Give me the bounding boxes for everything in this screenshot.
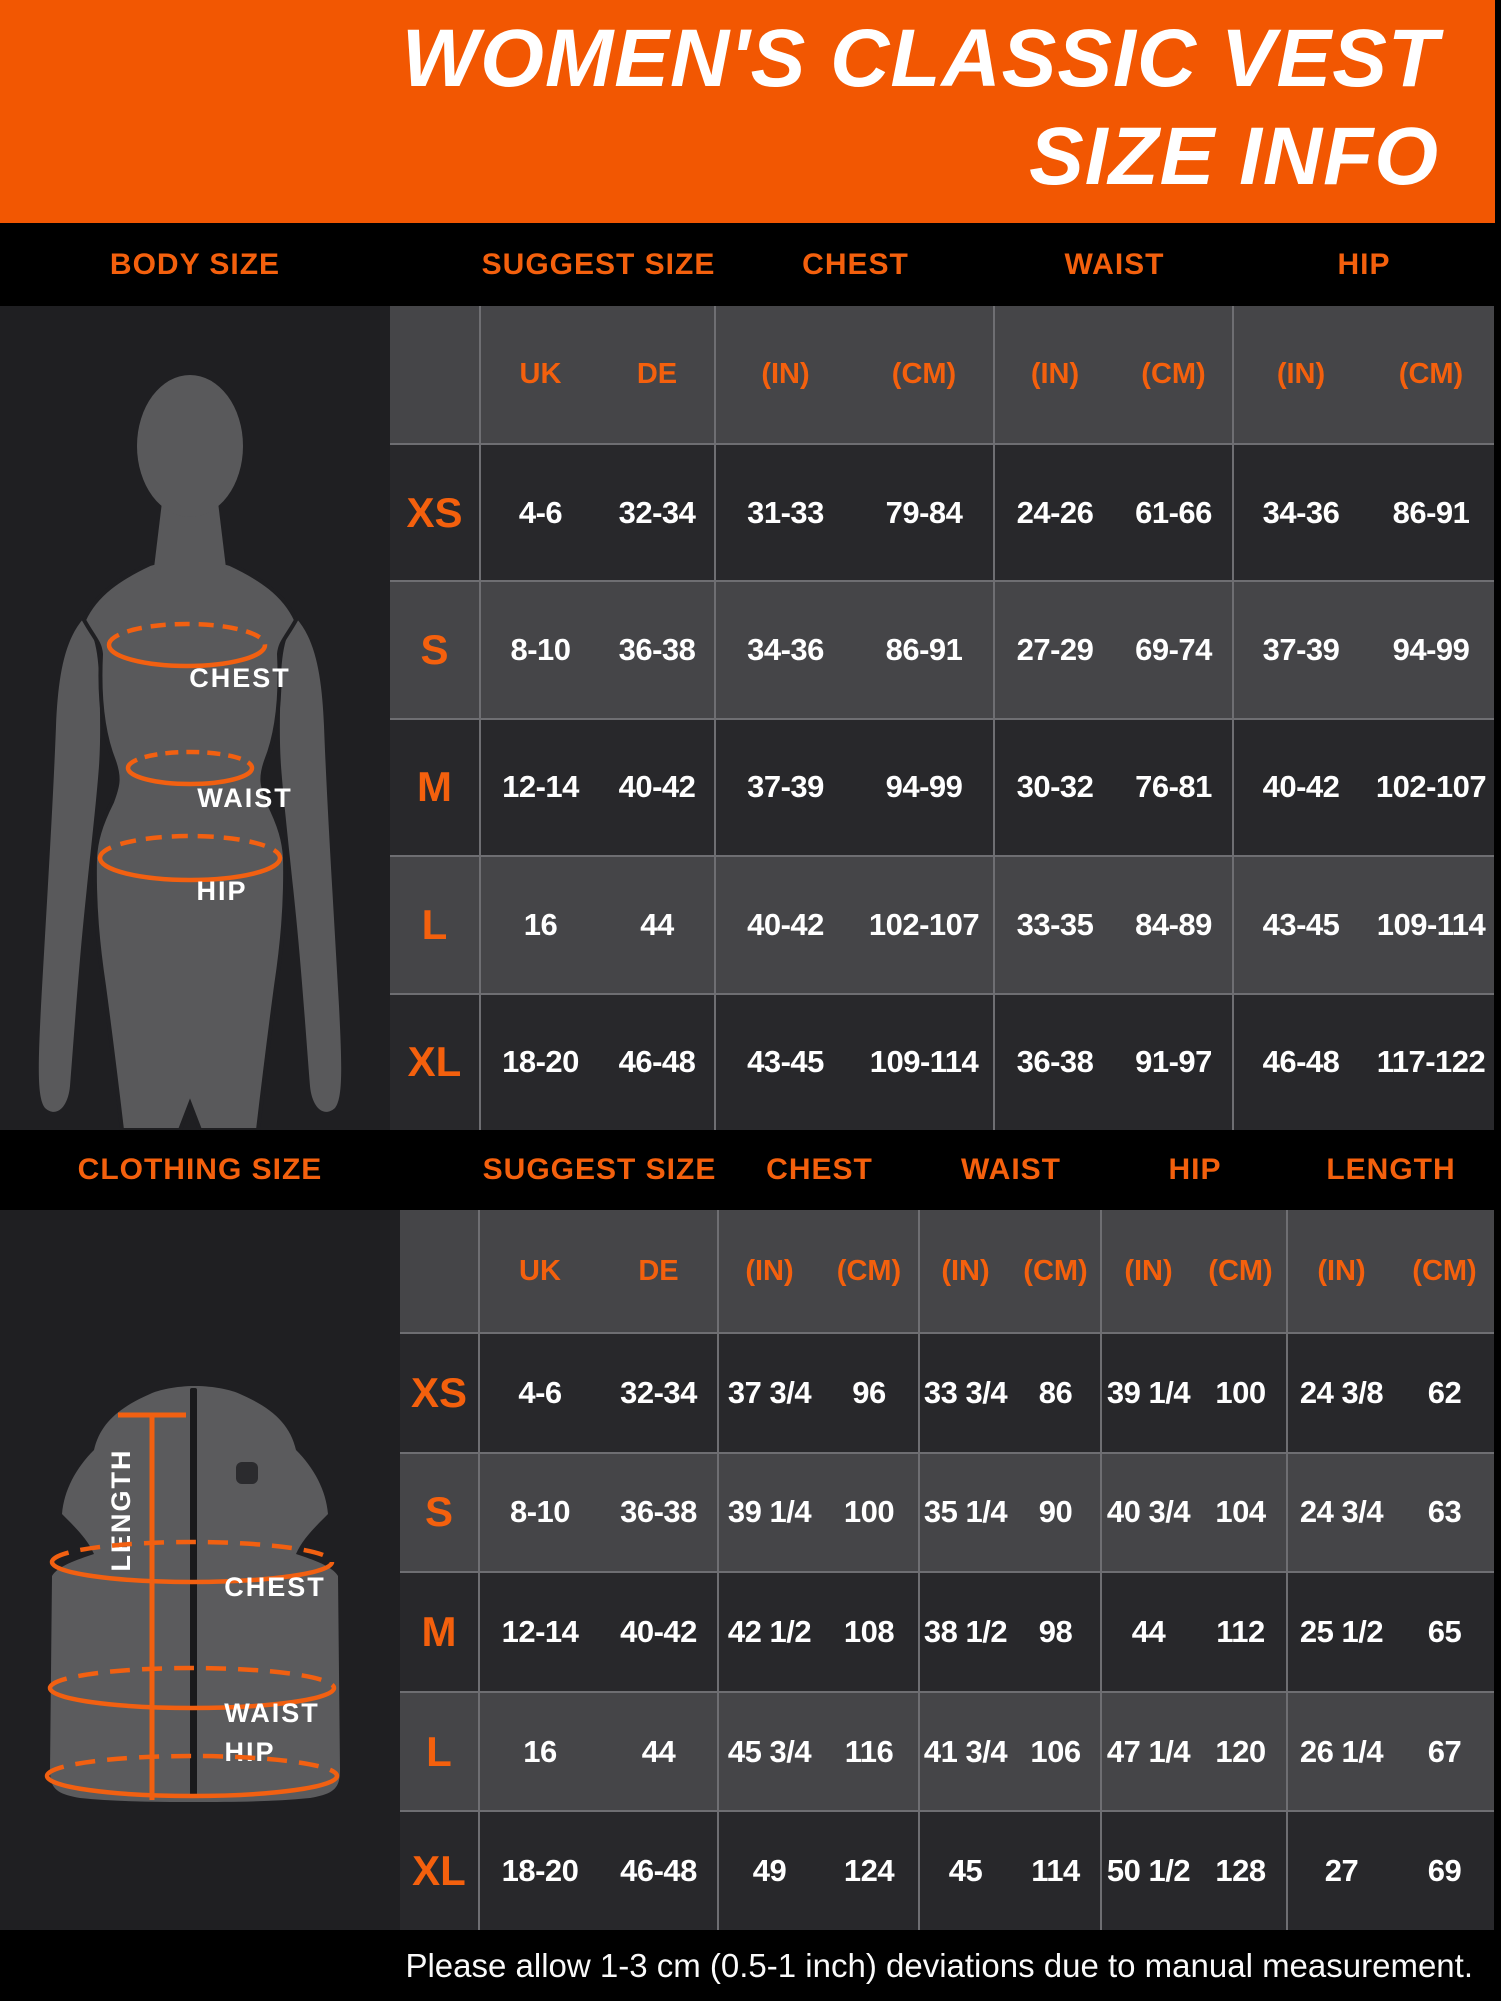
value-chest-cm: 124 (820, 1812, 920, 1930)
value-hip-cm: 112 (1195, 1573, 1288, 1691)
value-chest-in: 31-33 (747, 494, 824, 530)
value-hip-cm: 128 (1195, 1812, 1288, 1930)
table-row (390, 443, 1494, 580)
value-uk: 16 (523, 906, 558, 942)
subheader-length-cm: (CM) (1412, 1254, 1477, 1287)
value-chest-in: 40-42 (747, 906, 824, 942)
size-label: S (390, 582, 481, 717)
value-de: 44 (600, 1693, 719, 1811)
body-silhouette-figure (0, 306, 390, 1130)
value-length-cm: 63 (1427, 1494, 1462, 1530)
value-de: 36-38 (600, 582, 716, 717)
size-label: L (400, 1693, 480, 1811)
value-length-cm: 67 (1427, 1733, 1462, 1769)
value-length-cm: 62 (1427, 1374, 1462, 1410)
value-uk: 16 (523, 1733, 557, 1769)
table-row (400, 1452, 1494, 1572)
hero-header (0, 0, 1495, 223)
value-chest-in: 37 3/4 (727, 1374, 812, 1410)
value-hip-cm: 109-114 (1376, 906, 1486, 942)
value-uk: 18-20 (501, 1853, 579, 1889)
value-hip-in: 37-39 (1262, 632, 1340, 668)
subheader-uk: UK (519, 1254, 561, 1287)
value-de: 36-38 (600, 1454, 719, 1572)
value-hip-cm: 94-99 (1392, 632, 1470, 668)
value-waist-in: 33-35 (1016, 906, 1094, 942)
clothing-size-table (400, 1210, 1494, 1930)
value-waist-cm: 86 (1011, 1334, 1102, 1452)
body-hip-label: HIP (196, 876, 248, 906)
value-chest-in: 45 3/4 (727, 1733, 812, 1769)
clothing-size-header-band (0, 1130, 1501, 1210)
value-de: 40-42 (600, 720, 716, 855)
table-row (400, 1571, 1494, 1691)
subheader-waist-cm: (CM) (1115, 306, 1234, 443)
subheader-chest-cm: (CM) (820, 1210, 920, 1332)
table-row (390, 855, 1494, 992)
value-chest-in: 37-39 (747, 769, 824, 805)
value-chest-cm: 116 (820, 1693, 920, 1811)
table-row (390, 718, 1494, 855)
vest-length-label: LENGTH (106, 1448, 136, 1572)
group-header-waist: WAIST (961, 1153, 1061, 1186)
value-chest-cm: 86-91 (855, 582, 995, 717)
value-hip-in: 46-48 (1262, 1044, 1340, 1080)
vest-chest-label: CHEST (224, 1572, 326, 1602)
value-uk: 8-10 (509, 1494, 571, 1530)
value-hip-cm: 120 (1195, 1693, 1288, 1811)
value-waist-cm: 90 (1011, 1454, 1102, 1572)
group-header-chest: CHEST (802, 247, 909, 281)
body-size-header-band (0, 223, 1501, 306)
value-uk: 4-6 (518, 494, 563, 530)
value-length-cm: 65 (1427, 1613, 1462, 1649)
subheader-waist-in: (IN) (941, 1254, 990, 1287)
group-header-waist: WAIST (1064, 247, 1165, 281)
page-title-line1: WOMEN'S CLASSIC VEST (401, 13, 1439, 104)
value-chest-in: 34-36 (747, 632, 824, 668)
value-hip-in: 50 1/2 (1106, 1853, 1191, 1889)
value-de: 40-42 (600, 1573, 719, 1691)
value-waist-cm: 114 (1011, 1812, 1102, 1930)
value-hip-in: 39 1/4 (1106, 1374, 1191, 1410)
footer (0, 1930, 1501, 2001)
value-waist-in: 24-26 (1016, 494, 1094, 530)
value-chest-cm: 108 (820, 1573, 920, 1691)
group-header-chest: CHEST (766, 1153, 873, 1186)
value-length-in: 26 1/4 (1299, 1733, 1384, 1769)
value-waist-in: 41 3/4 (923, 1733, 1008, 1769)
subheader-chest-cm: (CM) (855, 306, 995, 443)
body-table-subheader-row (390, 306, 1494, 443)
value-length-in: 25 1/2 (1299, 1613, 1384, 1649)
value-waist-in: 36-38 (1016, 1044, 1094, 1080)
value-hip-in: 34-36 (1262, 494, 1340, 530)
table-row (400, 1810, 1494, 1930)
subheader-hip-in: (IN) (1124, 1254, 1173, 1287)
subheader-hip-cm: (CM) (1398, 358, 1464, 390)
value-de: 32-34 (600, 1334, 719, 1452)
size-label: S (400, 1454, 480, 1572)
value-uk: 4-6 (518, 1374, 562, 1410)
subheader-spacer (390, 306, 481, 443)
subheader-spacer (400, 1210, 480, 1332)
value-waist-cm: 106 (1011, 1693, 1102, 1811)
value-hip-in: 44 (1131, 1613, 1166, 1649)
value-chest-cm: 96 (820, 1334, 920, 1452)
subheader-length-in: (IN) (1317, 1254, 1366, 1287)
value-uk: 12-14 (501, 1613, 579, 1649)
size-label: XS (400, 1334, 480, 1452)
size-label: M (390, 720, 481, 855)
subheader-de: DE (600, 1210, 719, 1332)
value-uk: 12-14 (502, 769, 579, 805)
value-chest-in: 43-45 (747, 1044, 824, 1080)
group-header-suggest-size: SUGGEST SIZE (482, 1153, 717, 1186)
value-chest-cm: 100 (820, 1454, 920, 1572)
table-row (390, 580, 1494, 717)
clothing-table-subheader-row (400, 1210, 1494, 1332)
value-de: 44 (600, 857, 716, 992)
group-header-length: LENGTH (1326, 1153, 1456, 1186)
value-waist-in: 27-29 (1016, 632, 1094, 668)
value-waist-in: 33 3/4 (923, 1374, 1008, 1410)
vest-figure (0, 1210, 400, 1930)
size-label: XS (390, 445, 481, 580)
vest-hip-label: HIP (224, 1737, 276, 1767)
subheader-waist-in: (IN) (1030, 358, 1080, 390)
size-label: M (400, 1573, 480, 1691)
value-waist-in: 38 1/2 (923, 1613, 1008, 1649)
value-chest-cm: 102-107 (855, 857, 995, 992)
table-row (400, 1332, 1494, 1452)
section-label-clothing-size: CLOTHING SIZE (77, 1153, 323, 1186)
body-size-table (390, 306, 1494, 1130)
subheader-de: DE (600, 306, 716, 443)
vest-waist-label: WAIST (224, 1698, 320, 1728)
value-waist-cm: 91-97 (1115, 995, 1234, 1130)
value-waist-cm: 69-74 (1115, 582, 1234, 717)
subheader-hip-cm: (CM) (1195, 1210, 1288, 1332)
value-waist-in: 45 (948, 1853, 983, 1889)
subheader-uk: UK (519, 358, 562, 390)
value-hip-cm: 86-91 (1392, 494, 1470, 530)
value-length-in: 27 (1324, 1853, 1359, 1889)
size-label: L (390, 857, 481, 992)
value-de: 46-48 (600, 995, 716, 1130)
page-title (402, 10, 1439, 207)
vest-figure-panel (0, 1210, 400, 1930)
value-chest-cm: 109-114 (855, 995, 995, 1130)
value-uk: 8-10 (510, 632, 571, 668)
body-waist-label: WAIST (197, 783, 293, 813)
measurement-note: Please allow 1-3 cm (0.5-1 inch) deviations due to manual measurement. (405, 1946, 1473, 1984)
value-hip-cm: 117-122 (1376, 1044, 1486, 1080)
vest-pocket (236, 1462, 258, 1484)
value-chest-cm: 79-84 (855, 445, 995, 580)
table-row (390, 993, 1494, 1130)
subheader-chest-in: (IN) (761, 358, 810, 390)
value-waist-in: 30-32 (1016, 769, 1094, 805)
value-hip-cm: 104 (1195, 1454, 1288, 1572)
value-waist-cm: 76-81 (1115, 720, 1234, 855)
value-hip-in: 47 1/4 (1106, 1733, 1191, 1769)
value-de: 46-48 (600, 1812, 719, 1930)
value-chest-in: 49 (752, 1853, 787, 1889)
value-length-cm: 69 (1427, 1853, 1462, 1889)
value-hip-in: 40 3/4 (1106, 1494, 1191, 1530)
value-hip-cm: 100 (1195, 1334, 1288, 1452)
value-length-in: 24 3/8 (1299, 1374, 1384, 1410)
value-hip-cm: 102-107 (1375, 769, 1487, 805)
body-chest-label: CHEST (189, 663, 291, 693)
value-waist-cm: 84-89 (1115, 857, 1234, 992)
value-hip-in: 40-42 (1262, 769, 1340, 805)
value-waist-cm: 61-66 (1115, 445, 1234, 580)
vest-zipper (190, 1388, 197, 1798)
size-label: XL (390, 995, 481, 1130)
table-row (400, 1691, 1494, 1811)
value-waist-in: 35 1/4 (923, 1494, 1008, 1530)
group-header-hip: HIP (1168, 1153, 1222, 1186)
value-hip-in: 43-45 (1262, 906, 1340, 942)
page-title-line2: SIZE INFO (1029, 111, 1439, 203)
subheader-chest-in: (IN) (745, 1254, 794, 1287)
value-chest-in: 42 1/2 (727, 1613, 812, 1649)
value-uk: 18-20 (502, 1044, 579, 1080)
subheader-hip-in: (IN) (1276, 358, 1326, 390)
value-chest-in: 39 1/4 (727, 1494, 812, 1530)
group-header-hip: HIP (1337, 247, 1391, 281)
value-waist-cm: 98 (1011, 1573, 1102, 1691)
value-de: 32-34 (600, 445, 716, 580)
value-length-in: 24 3/4 (1299, 1494, 1384, 1530)
section-label-body-size: BODY SIZE (109, 247, 281, 281)
subheader-waist-cm: (CM) (1011, 1210, 1102, 1332)
size-label: XL (400, 1812, 480, 1930)
body-figure-panel (0, 306, 390, 1130)
group-header-suggest-size: SUGGEST SIZE (481, 247, 716, 281)
value-chest-cm: 94-99 (855, 720, 995, 855)
